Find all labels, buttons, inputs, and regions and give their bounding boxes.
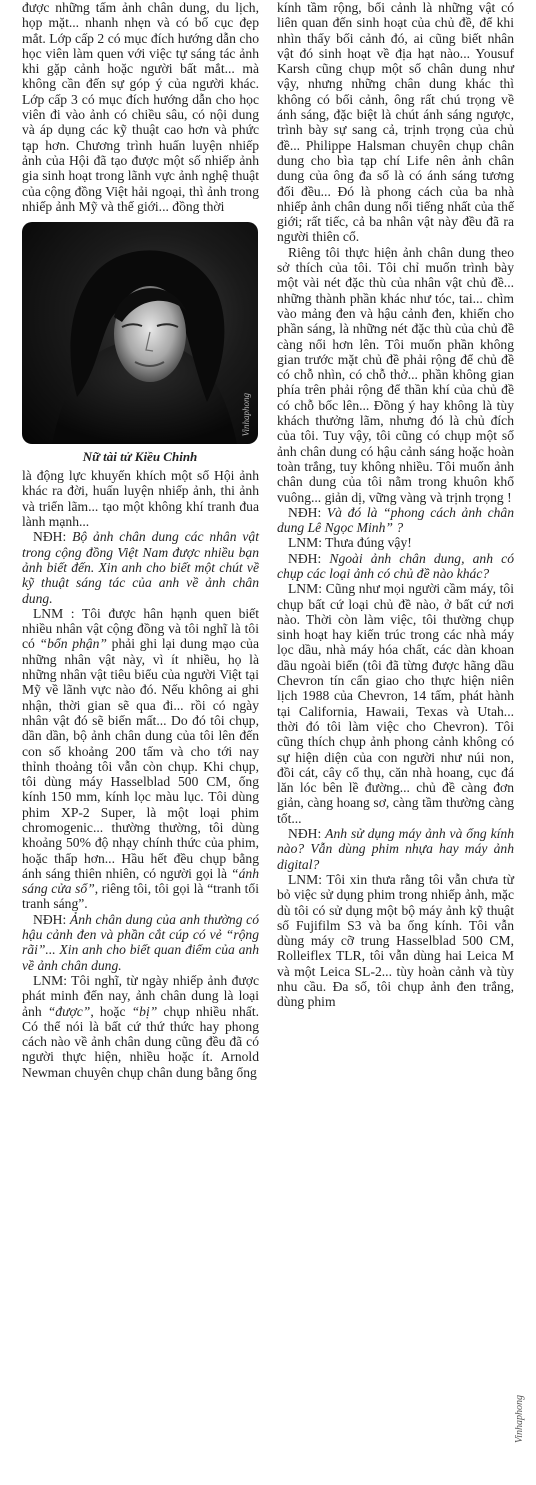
paragraph: được những tấm ảnh chân dung, du lịch, họp mặt... nhanh nhẹn và có bố cục đẹp mắt. Lớp cấp 2 có mục đích hướng dẫn cho học viên làm quen với việc tự sáng tác ảnh khi gặp cảnh hoặc người bất mắt... mà không cần đến sự góp ý của người khác. Lớp cấp 3 có mục đích hướng dẫn cho học viên đi vào ảnh có chiều sâu, có nội dung và áp dụng các kỹ thuật cao hơn và phức tạp hơn. Chương trình huấn luyện nhiếp ảnh của Hội đã tạo được một số nhiếp ảnh gia sinh hoạt trong lãnh vực ảnh nghệ thuật của cộng đồng Việt hải ngoại, thì ảnh trong nhiếp ảnh Mỹ và thế giới... đồng thời: [22, 0, 259, 214]
question-text: Anh sử dụng máy ảnh và ống kính nào? Vẫn dùng phim nhựa hay máy ảnh digital?: [277, 826, 514, 872]
question-text: Bộ ảnh chân dung các nhân vật trong cộng đồng Việt Nam được nhiều bạn ảnh biết đến. Xin anh cho biết một chút về kỹ thuật sáng tác của anh về ảnh chân dung.: [22, 529, 259, 606]
quoted-term: “được”: [47, 1003, 91, 1019]
portrait-illustration: [22, 222, 258, 444]
speaker-label: NĐH:: [33, 911, 67, 927]
question-paragraph: [277, 551, 514, 582]
question-paragraph: [22, 529, 259, 605]
answer-paragraph: [277, 535, 514, 550]
speaker-label: NĐH:: [288, 550, 322, 566]
photo-figure: [22, 222, 258, 465]
answer-text: phải ghi lại dung mạo của những nhân vật này, vì ít nhiều, họ là những nhân vật tiêu biểu của người Việt tại Mỹ về lãnh vực nào đó. Nếu không ai ghi nhận, thời gian sẽ qua đi... rồi có ngày nhân vật đó sẽ biến mất... Do đó tôi chụp, dần dần, bộ ảnh chân dung của tôi lên đến con số khoảng 200 tấm và cho tới nay thỉnh thoảng tôi vẫn còn chụp. Khi chụp, tôi dùng máy Hasselblad 500 CM, ống kính 150 mm, kính lọc màu lục. Tôi dùng phim XP-2 Super, là một loại phim chromogenic... thường thường, tôi dùng khoảng 50% độ nhạy chính thức của phim, hoặc thấp hơn... Hầu hết đều chụp bằng ánh sáng thiên nhiên, có người gọi là: [22, 636, 259, 881]
left-column: [22, 0, 259, 1080]
photo-caption: Nữ tài tử Kiều Chinh: [82, 449, 198, 465]
question-text: Ngoài ảnh chân dung, anh có chụp các loại ảnh có chủ đề nào khác?: [277, 550, 514, 581]
speaker-label: LNM:: [33, 972, 67, 988]
question-paragraph: [22, 912, 259, 973]
question-text: Ảnh chân dung của anh thường có hậu cảnh đen và phần cắt cúp có vẻ “rộng rãi”... Xin anh cho biết quan điểm của anh về ảnh chân dung.: [22, 911, 259, 973]
question-paragraph: [277, 826, 514, 872]
speaker-label: LNM:: [288, 581, 322, 597]
speaker-label: NĐH:: [33, 529, 67, 545]
answer-paragraph: [22, 973, 259, 1080]
question-text: Và đó là “phong cách ảnh chân dung Lê Ngọc Minh” ?: [277, 504, 514, 536]
answer-paragraph: [277, 581, 514, 826]
quoted-term: “bị”: [131, 1003, 158, 1019]
answer-text: , riêng tôi, tôi gọi là “tranh tối tranh sáng”.: [22, 881, 259, 912]
speaker-label: NĐH:: [288, 504, 322, 520]
answer-text: , hoặc: [90, 1003, 126, 1019]
answer-text: Tôi nghĩ, từ ngày nhiếp ảnh được phát minh đến nay, ảnh chân dung là loại ảnh: [22, 972, 259, 1019]
speaker-label: LNM:: [288, 535, 322, 551]
quoted-term: “ánh sáng cửa sổ”: [22, 865, 259, 897]
answer-text: chụp nhiều nhất. Có thể nói là bất cứ thứ thức hay phong cách nào về ảnh chân dung cũng đều đã có người thực hiện, nhiều hoặc ít. Arnold Newman chuyên chụp chân dung bằng ống: [22, 1003, 260, 1080]
speaker-label: LNM :: [33, 605, 75, 621]
answer-text: Cũng như mọi người cầm máy, tôi chụp bất cứ loại chủ đề nào, ở bất cứ nơi nào. Thời còn làm việc, tôi thường chụp sinh hoạt hay kiến trúc trong các nhà máy lọc dầu, nhà máy hóa chất, các dàn khoan dầu ngoài biển (tôi đã từng được hãng dầu Chevron tín cẩn giao cho thực hiện niên lịch 1988 của Chevron, 14 tấm, phát hành tại California, Hawaii, Texas và Utah... thời đó tôi làm việc cho Chevron). Tôi cũng thích chụp ảnh phong cảnh không có sự hiện diện của con người như núi non, đồi cát, cây cổ thụ, căn nhà hoang, cục đá lăn lóc bên lề đường... chủ đề càng đơn giản, càng hoang sơ, càng tầm thường càng tốt...: [277, 581, 515, 826]
paragraph: là động lực khuyến khích một số Hội ảnh khác ra đời, huấn luyện nhiếp ảnh, thi ảnh và triển lãm... tạo một không khí tranh đua lành mạnh...: [22, 468, 259, 530]
answer-text: Thưa đúng vậy!: [325, 535, 412, 551]
speaker-label: NĐH:: [288, 826, 322, 842]
quoted-term: “bổn phận”: [39, 636, 107, 652]
paragraph: Riêng tôi thực hiện ảnh chân dung theo sở thích của tôi. Tôi chỉ muốn trình bày một vài nét đặc thù của nhân vật chủ đề... những thành phần khác như tóc, tai... chìm vào mảng đen và hậu cảnh đen, khiến cho phần sáng, là những nét đặc thù của chủ đề càng nổi hơn lên. Tôi muốn phần không gian trước mặt chủ đề phải rộng để chủ đề có chỗ nhìn, có chỗ thở... phần không gian phía trên phải rộng để thần khí của chủ đề có chỗ bốc lên... Đồng ý hay không là tùy khách thưởng lãm, nhưng đó là chủ đích của tôi. Tuy vậy, tôi cũng có chụp một số ảnh chân dung có hậu cảnh sáng hoặc hoàn toàn trắng, tuy không nhiều. Tôi muốn ảnh chân dung của tôi nằm trong khuôn khổ vuông... giản dị, vững vàng và trịnh trọng !: [277, 244, 514, 505]
answer-text: Tôi được hân hạnh quen biết nhiều nhân vật cộng đồng và tôi nghĩ là tôi có: [22, 605, 259, 652]
right-column: [277, 0, 514, 1010]
answer-text: Tôi xin thưa rằng tôi vẫn chưa từ bỏ việc sử dụng phim trong nhiếp ảnh, mặc dù tôi có sử dụng một bộ máy ảnh kỹ thuật số Fujifilm S3 và ba ống kính. Tôi vẫn dùng máy cỡ trung Hasselblad 500 CM, Rolleiflex TLR, tôi vẫn dùng hai Leica M và một Leica SL-2... tùy hoàn cảnh và tùy nhu cầu. Đa số, tôi chụp ảnh đen trắng, dùng phim: [277, 871, 514, 1010]
answer-paragraph: [277, 872, 514, 1010]
speaker-label: LNM:: [288, 871, 322, 887]
page-watermark: Vinhaphong: [514, 1395, 525, 1444]
photo-watermark: Vinhaphong: [240, 392, 251, 437]
portrait-photo: [22, 222, 258, 444]
answer-paragraph: [22, 606, 259, 912]
paragraph: kính tầm rộng, bối cảnh là những vật có liên quan đến sinh hoạt của chủ đề, để khi nhìn thấy bối cảnh đó, ai cũng biết nhân vật đó sinh hoạt về địa hạt nào... Yousuf Karsh cũng chụp một số chân dung như vậy, nhưng những chân dung khác thì không có bối cảnh, ông rất chú trọng về ánh sáng, đặc biệt là chút ánh sáng ngược, trình bày sự sang cả, trịnh trọng của chủ đề... Philippe Halsman chuyên chụp chân dung cho bìa tạp chí Life nên ảnh chân dung của ông đa số là có ánh sáng tương đối đều... Đó là phong cách của ba nhà nhiếp ảnh chân dung nổi tiếng nhất của thế giới; rất tiếc, cả ba nhân vật này đều đã ra người thiên cổ.: [277, 0, 514, 245]
question-paragraph: [277, 505, 514, 536]
